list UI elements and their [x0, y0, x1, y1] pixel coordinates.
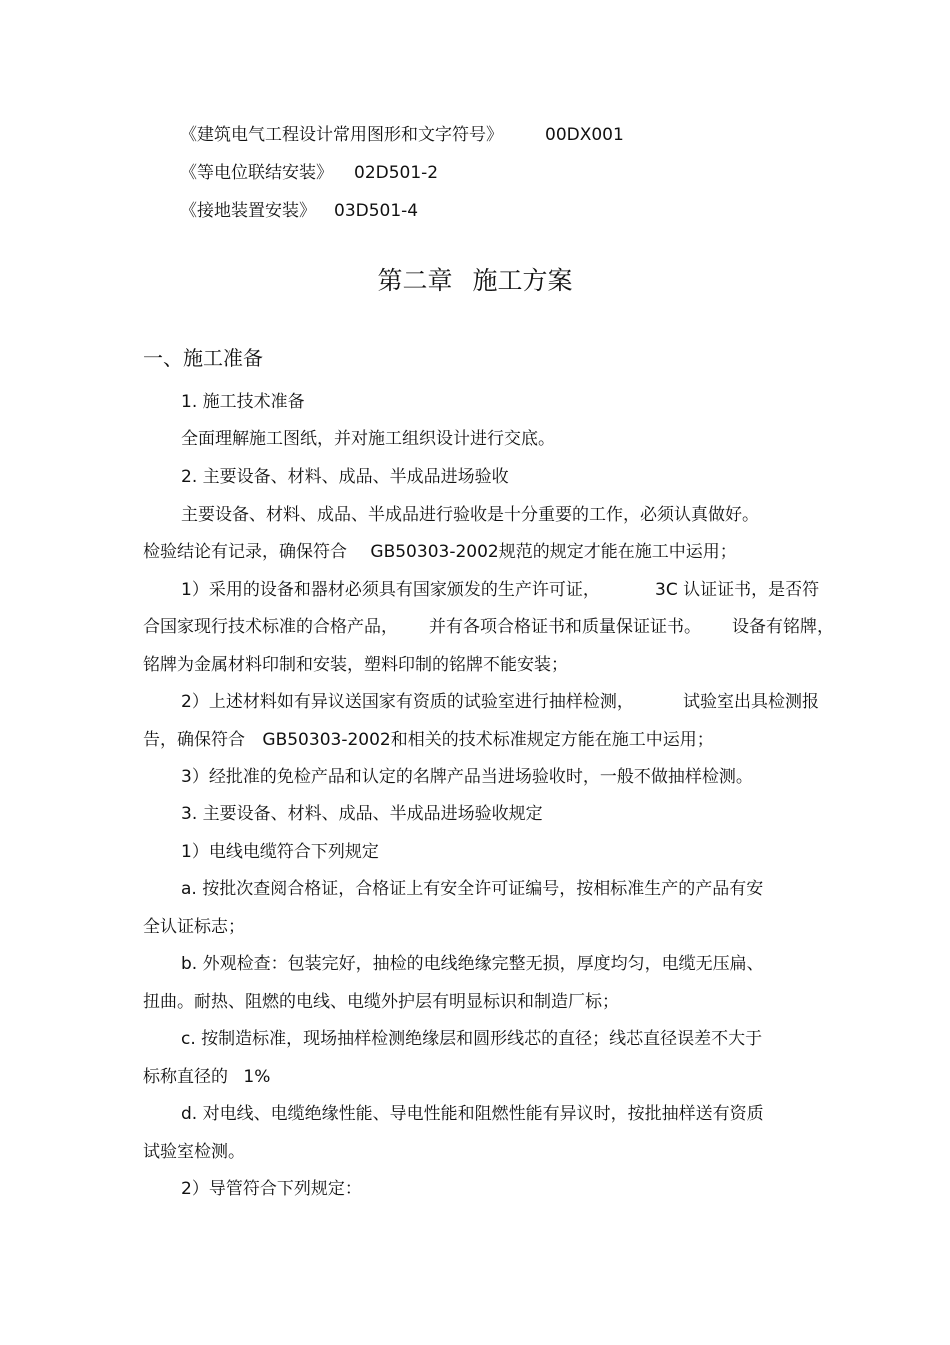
- chapter-number: 第二章: [377, 266, 453, 295]
- standard-code: GB50303-2002和相关的技术标准规定方能在施工中运用；: [262, 730, 714, 750]
- paragraph-line: 2. 主要设备、材料、成品、半成品进场验收: [181, 467, 509, 487]
- reference-code: 02D501-2: [354, 163, 439, 183]
- reference-code: 03D501-4: [334, 201, 419, 221]
- standard-code: GB50303-2002规范的规定才能在施工中运用；: [370, 542, 737, 562]
- paragraph-line: 1. 施工技术准备: [181, 392, 305, 412]
- text-segment: 1）采用的设备和器材必须具有国家颁发的生产许可证，: [181, 580, 600, 600]
- text-segment: 合国家现行技术标准的合格产品，: [143, 617, 398, 637]
- reference-title: 《建筑电气工程设计常用图形和文字符号》: [180, 125, 503, 145]
- chapter-title: 施工方案: [472, 266, 573, 295]
- text-segment: 3C 认证证书，是否符: [655, 580, 820, 600]
- text-segment: 检验结论有记录，确保符合: [143, 542, 347, 562]
- section-heading: 一、施工准备: [143, 346, 263, 370]
- percent-value: 1%: [243, 1067, 271, 1087]
- reference-title: 《接地装置安装》: [180, 201, 316, 221]
- paragraph-line: 全认证标志；: [143, 917, 245, 937]
- chapter-heading: [0, 266, 950, 296]
- paragraph-line: [143, 616, 834, 638]
- text-segment: 试验室出具检测报: [683, 692, 819, 712]
- text-segment: 标称直径的: [143, 1067, 228, 1087]
- text-segment: 2）上述材料如有异议送国家有资质的试验室进行抽样检测，: [181, 692, 634, 712]
- paragraph-line: 主要设备、材料、成品、半成品进行验收是十分重要的工作，必须认真做好。: [181, 505, 759, 525]
- reference-title: 《等电位联结安装》: [180, 163, 333, 183]
- paragraph-line: c. 按制造标准，现场抽样检测绝缘层和圆形线芯的直径；线芯直径误差不大于: [181, 1029, 763, 1049]
- text-segment: 设备有铭牌，: [732, 617, 834, 637]
- paragraph-line: [181, 691, 819, 713]
- paragraph-line: 全面理解施工图纸，并对施工组织设计进行交底。: [181, 429, 555, 449]
- paragraph-line: 3）经批准的免检产品和认定的名牌产品当进场验收时，一般不做抽样检测。: [181, 767, 753, 787]
- paragraph-line: [143, 541, 737, 563]
- text-segment: 并有各项合格证书和质量保证证书。: [429, 617, 701, 637]
- paragraph-line: a. 按批次查阅合格证，合格证上有安全许可证编号，按相标准生产的产品有安: [181, 879, 764, 899]
- paragraph-line: [143, 1066, 270, 1088]
- paragraph-line: [143, 729, 714, 751]
- paragraph-line: 试验室检测。: [143, 1142, 245, 1162]
- paragraph-line: 1）电线电缆符合下列规定: [181, 842, 379, 862]
- paragraph-line: 铭牌为金属材料印制和安装，塑料印制的铭牌不能安装；: [143, 655, 568, 675]
- reference-code: 00DX001: [545, 125, 624, 145]
- text-segment: 告，确保符合: [143, 730, 245, 750]
- paragraph-line: 扭曲。耐热、阻燃的电线、电缆外护层有明显标识和制造厂标；: [143, 992, 619, 1012]
- paragraph-line: [181, 579, 820, 601]
- paragraph-line: 2）导管符合下列规定：: [181, 1179, 362, 1199]
- paragraph-line: 3. 主要设备、材料、成品、半成品进场验收规定: [181, 804, 543, 824]
- paragraph-line: b. 外观检查：包装完好，抽检的电线绝缘完整无损，厚度均匀，电缆无压扁、: [181, 954, 764, 974]
- paragraph-line: d. 对电线、电缆绝缘性能、导电性能和阻燃性能有异议时，按批抽样送有资质: [181, 1104, 764, 1124]
